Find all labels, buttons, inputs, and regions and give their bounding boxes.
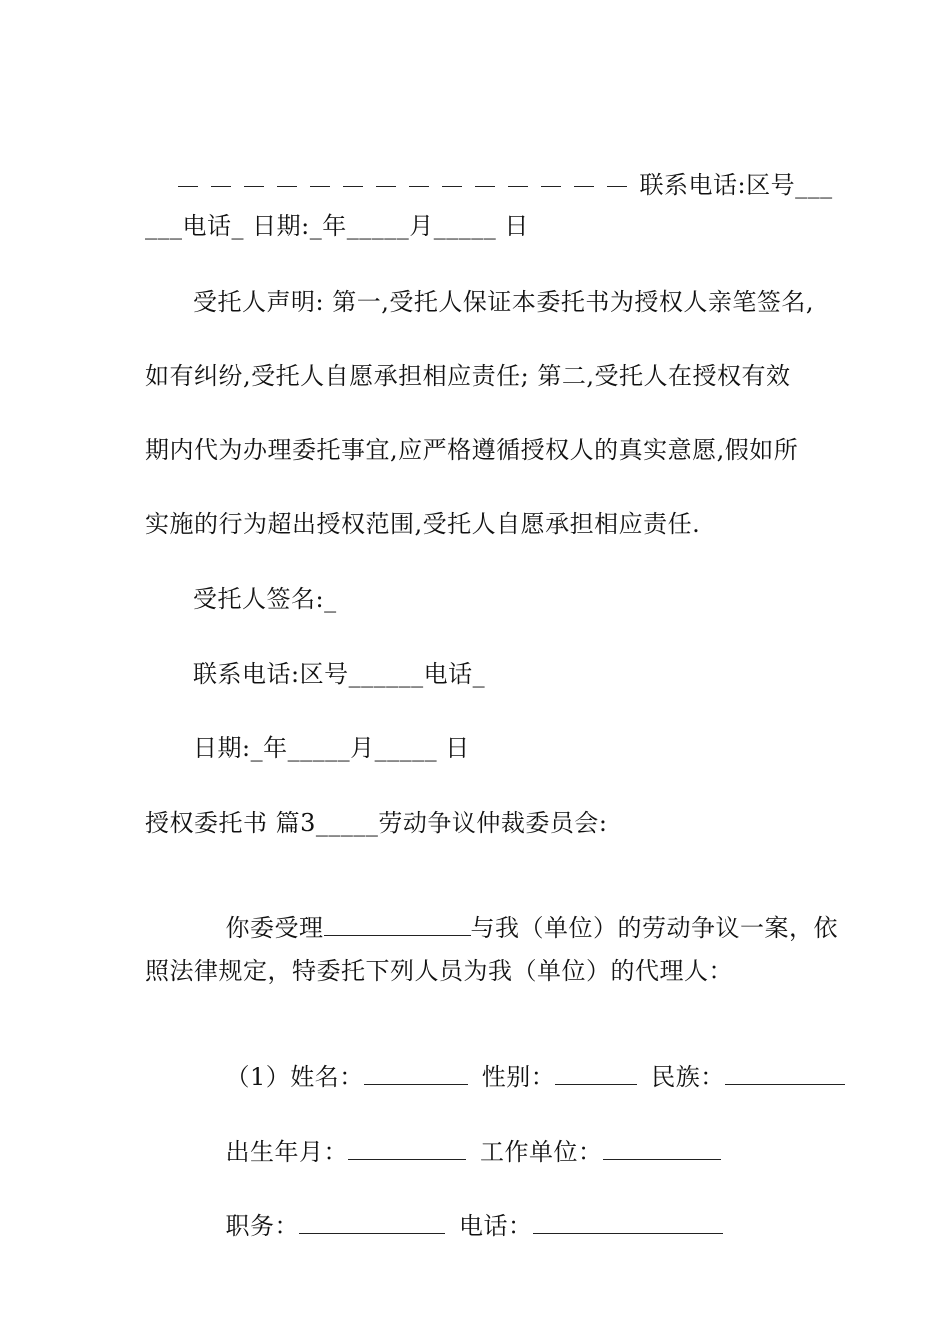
statement-line-2: 如有纠纷,受托人自愿承担相应责任; 第二,受托人在授权有效 [145, 362, 791, 390]
section-title: 授权委托书 篇3_____劳动争议仲裁委员会: [145, 809, 608, 837]
position-label: 职务： [225, 1212, 300, 1240]
birth-blank [348, 1137, 466, 1160]
trustee-signature: 受托人签名:_ [193, 585, 337, 613]
position-blank [299, 1211, 445, 1234]
agent-row-3 [193, 1178, 873, 1274]
case-line-2: 照法律规定，特委托下列人员为我（单位）的代理人： [145, 957, 733, 985]
contact-text: 联系电话:区号___ [639, 171, 833, 199]
birth-label: 出生年月： [225, 1138, 349, 1166]
ethnicity-label: 民族： [651, 1063, 725, 1091]
gender-label: 性别： [481, 1063, 556, 1091]
phone-label: 电话： [459, 1212, 533, 1240]
statement-line-4: 实施的行为超出授权范围,受托人自愿承担相应责任. [145, 510, 701, 538]
employer-blank [603, 1137, 721, 1160]
dash-row [178, 171, 640, 199]
case-text-a: 你委受理 [225, 914, 324, 942]
statement-line-1: 受托人声明: 第一,受托人保证本委托书为授权人亲笔签名, [193, 288, 814, 316]
trustee-date: 日期:_年_____月_____ 日 [193, 734, 470, 762]
trustee-contact: 联系电话:区号______电话_ [193, 660, 486, 688]
case-text-b: 与我（单位）的劳动争议一案，依 [470, 914, 839, 942]
case-blank [324, 913, 471, 936]
gender-blank [555, 1062, 637, 1085]
line-contact-2: ___电话_ 日期:_年_____月_____ 日 [145, 212, 529, 240]
employer-label: 工作单位： [480, 1138, 603, 1166]
ethnicity-blank [725, 1062, 845, 1085]
statement-line-3: 期内代为办理委托事宜,应严格遵循授权人的真实意愿,假如所 [145, 436, 799, 464]
name-label: （1）姓名： [225, 1063, 364, 1091]
name-blank [364, 1062, 468, 1085]
phone-blank [533, 1211, 723, 1234]
